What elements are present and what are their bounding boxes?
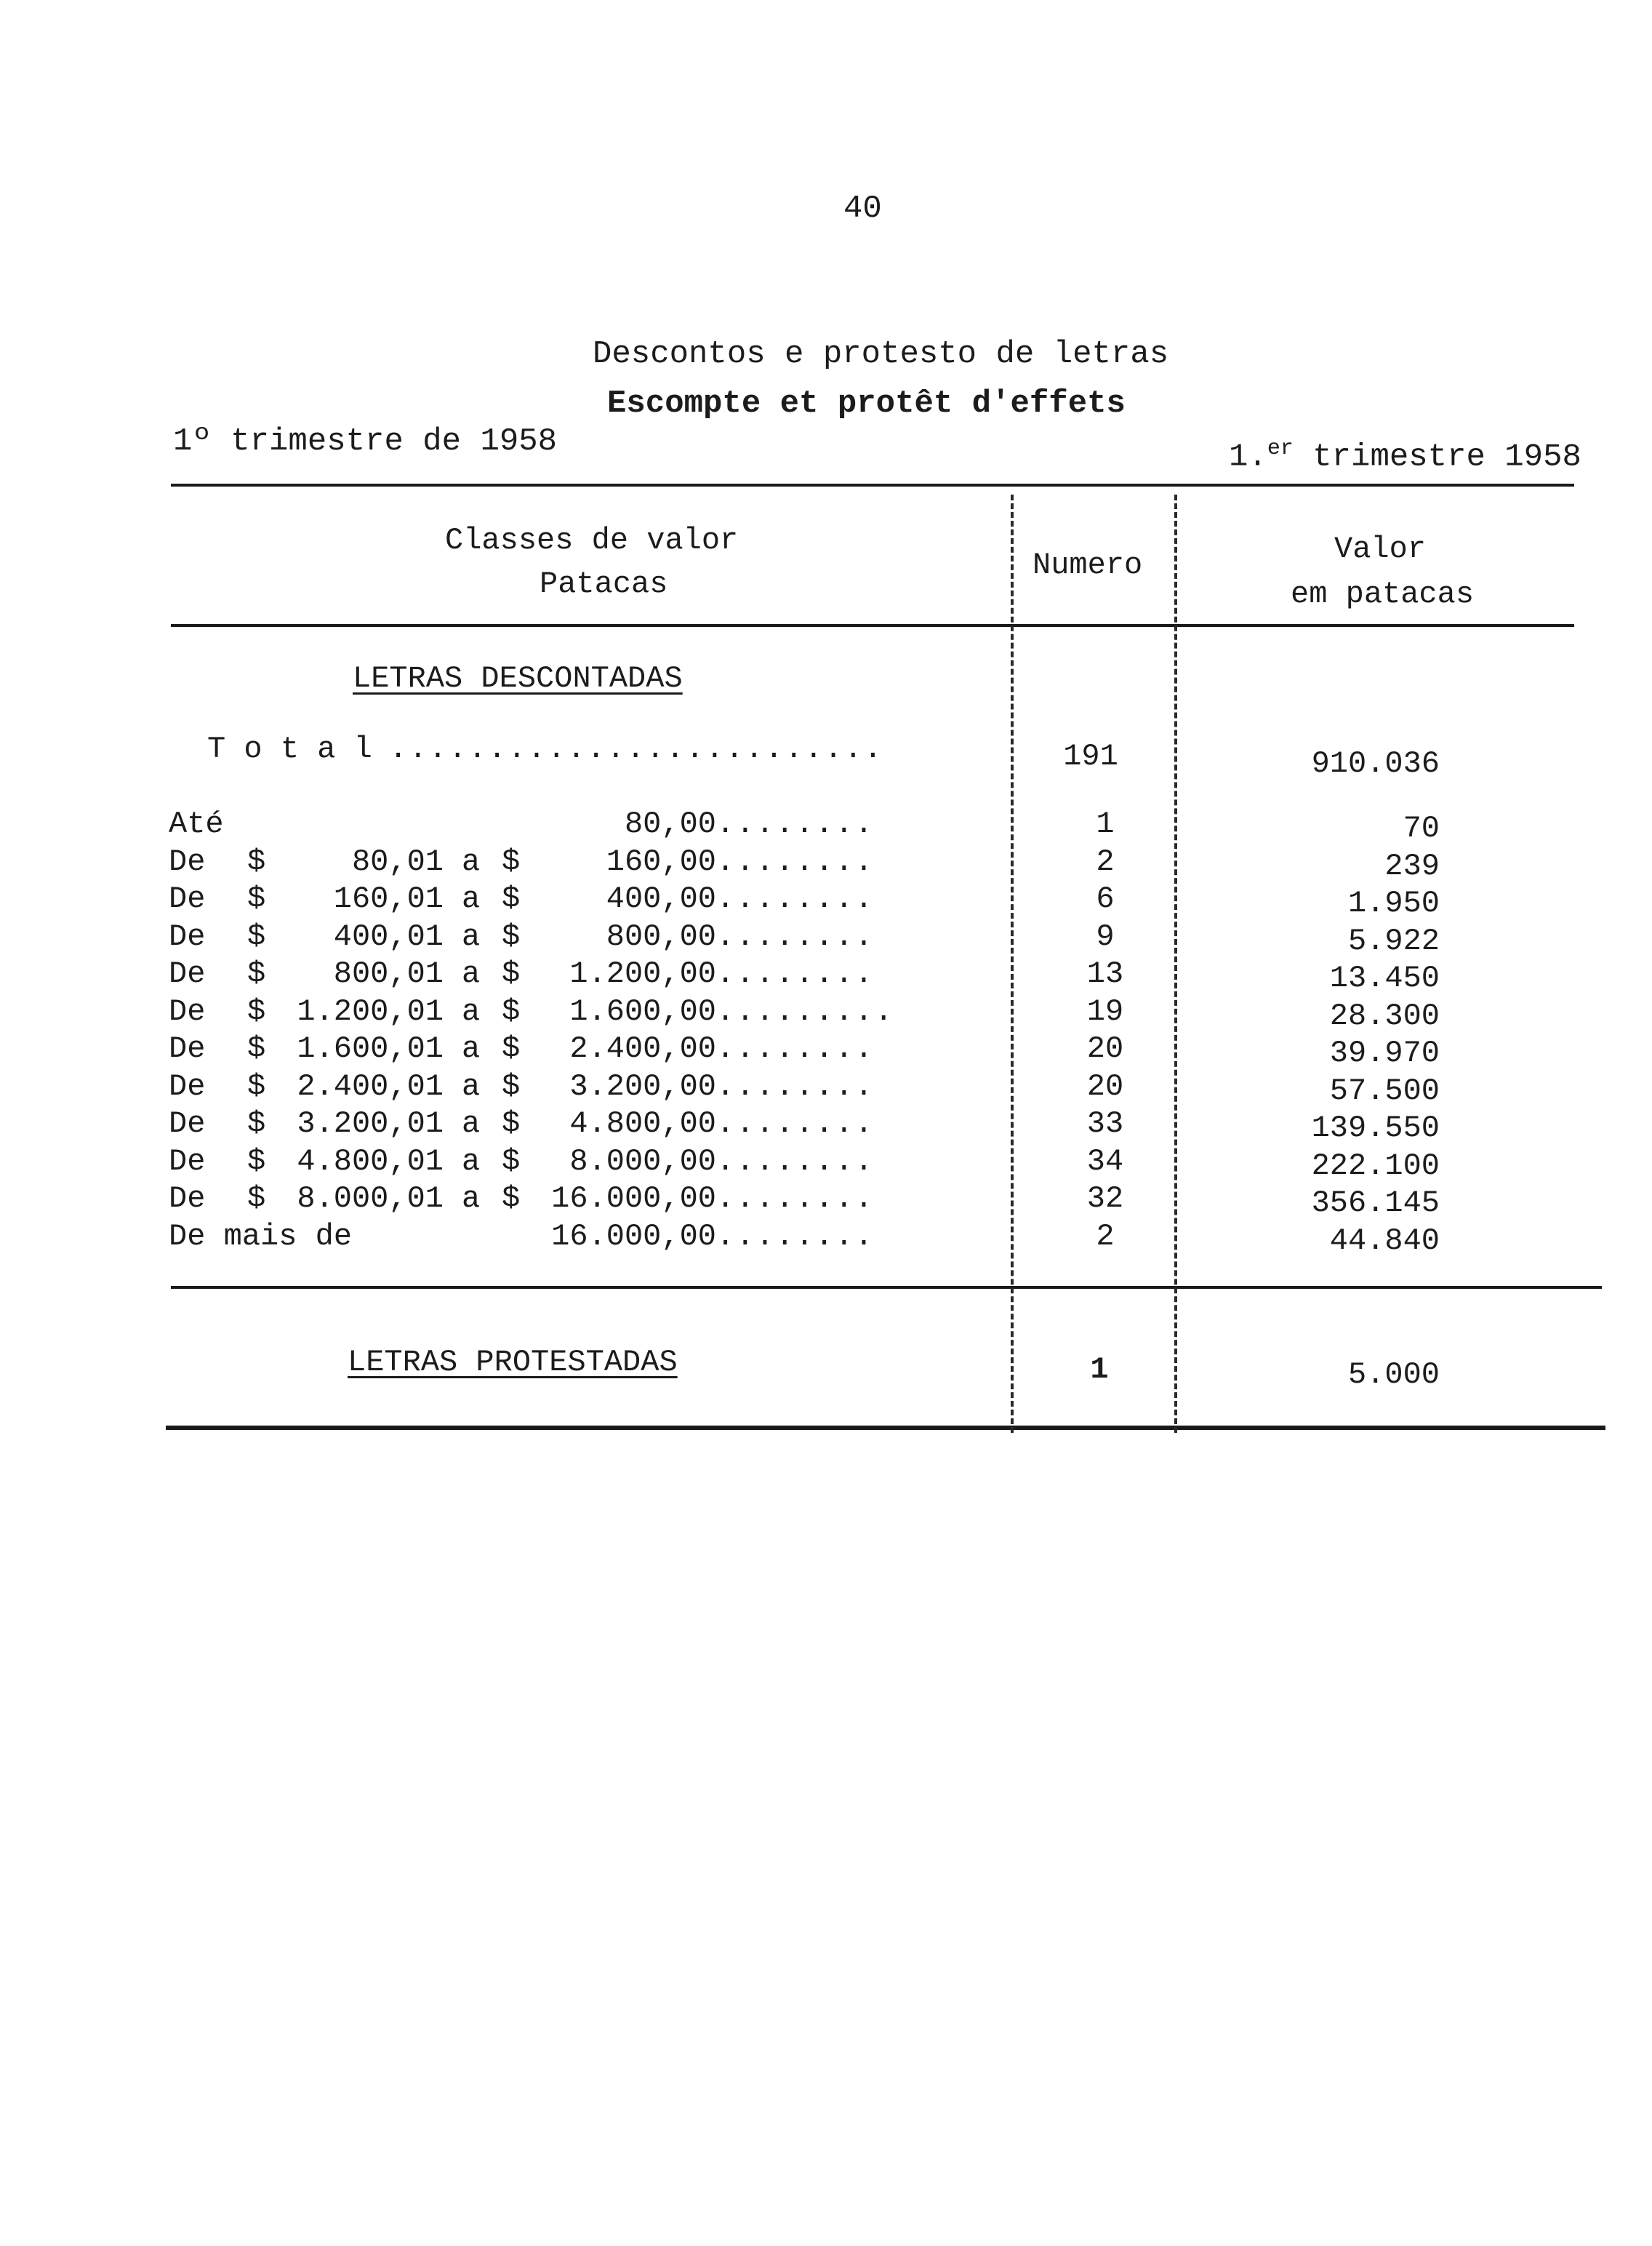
section-letras-protestadas: LETRAS PROTESTADAS: [348, 1345, 678, 1380]
section-divider-rule: [171, 1286, 1602, 1289]
row-currency-to: $: [502, 844, 521, 879]
row-prefix: Até: [169, 807, 224, 842]
row-to-amount: 16.000,00: [551, 1181, 716, 1216]
row-currency-from: $: [247, 1181, 266, 1216]
table-top-rule: [171, 484, 1574, 487]
row-dots: ........: [716, 1106, 875, 1141]
row-currency-to: $: [502, 882, 521, 916]
title-french: Escompte et protêt d'effets: [607, 385, 1126, 422]
row-to-amount: 3.200,00: [569, 1069, 716, 1104]
row-currency-to: $: [502, 919, 521, 954]
row-currency-from: $: [247, 1069, 266, 1104]
row-numero: 32: [1086, 1181, 1124, 1216]
row-dots: ........: [716, 956, 875, 991]
row-connector-a: a: [462, 1144, 481, 1179]
total-label: T o t a l: [207, 732, 372, 767]
row-dots: ........: [716, 1031, 875, 1066]
period-portuguese: 1º trimestre de 1958: [173, 423, 558, 460]
row-connector-a: a: [462, 1031, 481, 1066]
row-to-amount: 800,00: [606, 919, 716, 954]
row-numero: 34: [1086, 1144, 1124, 1179]
row-from-amount: 400,01: [333, 919, 444, 954]
row-to-amount: 4.800,00: [569, 1106, 716, 1141]
row-prefix: De: [169, 882, 206, 916]
row-currency-to: $: [502, 1181, 521, 1216]
row-numero: 1: [1096, 807, 1115, 842]
row-connector-a: a: [462, 1069, 481, 1104]
header-bottom-rule: [171, 624, 1574, 627]
row-dots: ........: [716, 882, 875, 916]
row-numero: 19: [1086, 994, 1124, 1029]
row-currency-to: $: [502, 994, 521, 1029]
row-from-amount: 160,01: [333, 882, 444, 916]
period-french: 1.$^{er}$ trimestre 1958: [1229, 436, 1581, 476]
row-to-amount: 16.000,00: [551, 1219, 716, 1254]
row-dots: ........: [716, 919, 875, 954]
row-prefix: De: [169, 919, 206, 954]
total-dots: .........................: [389, 732, 884, 767]
row-currency-to: $: [502, 1144, 521, 1179]
row-currency-from: $: [247, 919, 266, 954]
row-dots: ........: [716, 1069, 875, 1104]
title-portuguese: Descontos e protesto de letras: [593, 336, 1169, 372]
row-dots: ........: [716, 844, 875, 879]
row-currency-from: $: [247, 844, 266, 879]
row-connector-a: a: [462, 919, 481, 954]
row-prefix: De: [169, 1069, 206, 1104]
row-from-amount: 1.200,01: [297, 994, 444, 1029]
row-dots: .........: [716, 994, 894, 1029]
row-to-amount: 400,00: [606, 882, 716, 916]
row-to-amount: 8.000,00: [569, 1144, 716, 1179]
protestadas-valor: 5.000: [1347, 1357, 1440, 1392]
row-currency-to: $: [502, 1031, 521, 1066]
row-from-amount: 80,01: [351, 844, 444, 879]
row-currency-to: $: [502, 956, 521, 991]
row-prefix: De: [169, 844, 206, 879]
total-numero: 191: [1063, 739, 1118, 774]
header-numero: Numero: [1032, 548, 1143, 583]
row-valor: 28.300: [1329, 999, 1440, 1034]
row-connector-a: a: [462, 1106, 481, 1141]
row-currency-from: $: [247, 1144, 266, 1179]
header-valor: Valor: [1334, 532, 1427, 567]
total-valor: 910.036: [1311, 746, 1440, 781]
row-numero: 20: [1086, 1031, 1124, 1066]
header-classes-de-valor: Classes de valor: [445, 523, 739, 558]
row-currency-from: $: [247, 956, 266, 991]
row-valor: 70: [1403, 811, 1440, 846]
row-prefix: De: [169, 1106, 206, 1141]
row-to-amount: 1.600,00: [569, 994, 716, 1029]
row-numero: 9: [1096, 919, 1115, 954]
row-dots: ........: [716, 1181, 875, 1216]
row-from-amount: 2.400,01: [297, 1069, 444, 1104]
row-to-amount: 80,00: [624, 807, 716, 842]
row-from-amount: 8.000,01: [297, 1181, 444, 1216]
row-to-amount: 160,00: [606, 844, 716, 879]
row-currency-to: $: [502, 1106, 521, 1141]
row-from-amount: 800,01: [333, 956, 444, 991]
row-numero: 2: [1096, 1219, 1115, 1254]
row-valor: 139.550: [1311, 1111, 1440, 1146]
row-dots: ........: [716, 807, 875, 842]
row-dots: ........: [716, 1219, 875, 1254]
row-valor: 222.100: [1311, 1148, 1440, 1183]
row-to-amount: 1.200,00: [569, 956, 716, 991]
row-from-amount: 1.600,01: [297, 1031, 444, 1066]
row-from-amount: 3.200,01: [297, 1106, 444, 1141]
header-patacas: Patacas: [540, 567, 668, 602]
section-letras-descontadas: LETRAS DESCONTADAS: [353, 661, 683, 696]
protestadas-numero: 1: [1090, 1352, 1109, 1387]
row-from-amount: 4.800,01: [297, 1144, 444, 1179]
row-prefix: De mais de: [169, 1219, 353, 1254]
row-prefix: De: [169, 1144, 206, 1179]
row-connector-a: a: [462, 844, 481, 879]
row-connector-a: a: [462, 1181, 481, 1216]
row-valor: 239: [1384, 849, 1440, 884]
row-currency-from: $: [247, 1031, 266, 1066]
row-valor: 13.450: [1329, 961, 1440, 996]
row-valor: 39.970: [1329, 1036, 1440, 1071]
row-numero: 20: [1086, 1069, 1124, 1104]
page-number: 40: [843, 191, 882, 227]
row-prefix: De: [169, 956, 206, 991]
row-valor: 44.840: [1329, 1223, 1440, 1258]
row-connector-a: a: [462, 882, 481, 916]
row-prefix: De: [169, 994, 206, 1029]
row-currency-from: $: [247, 882, 266, 916]
row-currency-to: $: [502, 1069, 521, 1104]
row-currency-from: $: [247, 994, 266, 1029]
row-numero: 6: [1096, 882, 1115, 916]
table-bottom-rule: [166, 1426, 1605, 1430]
row-connector-a: a: [462, 956, 481, 991]
row-prefix: De: [169, 1181, 206, 1216]
row-valor: 57.500: [1329, 1074, 1440, 1108]
header-em-patacas: em patacas: [1291, 577, 1475, 612]
row-numero: 13: [1086, 956, 1124, 991]
row-valor: 1.950: [1347, 886, 1440, 921]
row-currency-from: $: [247, 1106, 266, 1141]
row-dots: ........: [716, 1144, 875, 1179]
row-connector-a: a: [462, 994, 481, 1029]
row-numero: 33: [1086, 1106, 1124, 1141]
row-to-amount: 2.400,00: [569, 1031, 716, 1066]
row-valor: 356.145: [1311, 1186, 1440, 1220]
row-numero: 2: [1096, 844, 1115, 879]
column-separator-left: [1011, 495, 1014, 1433]
row-valor: 5.922: [1347, 924, 1440, 959]
row-prefix: De: [169, 1031, 206, 1066]
